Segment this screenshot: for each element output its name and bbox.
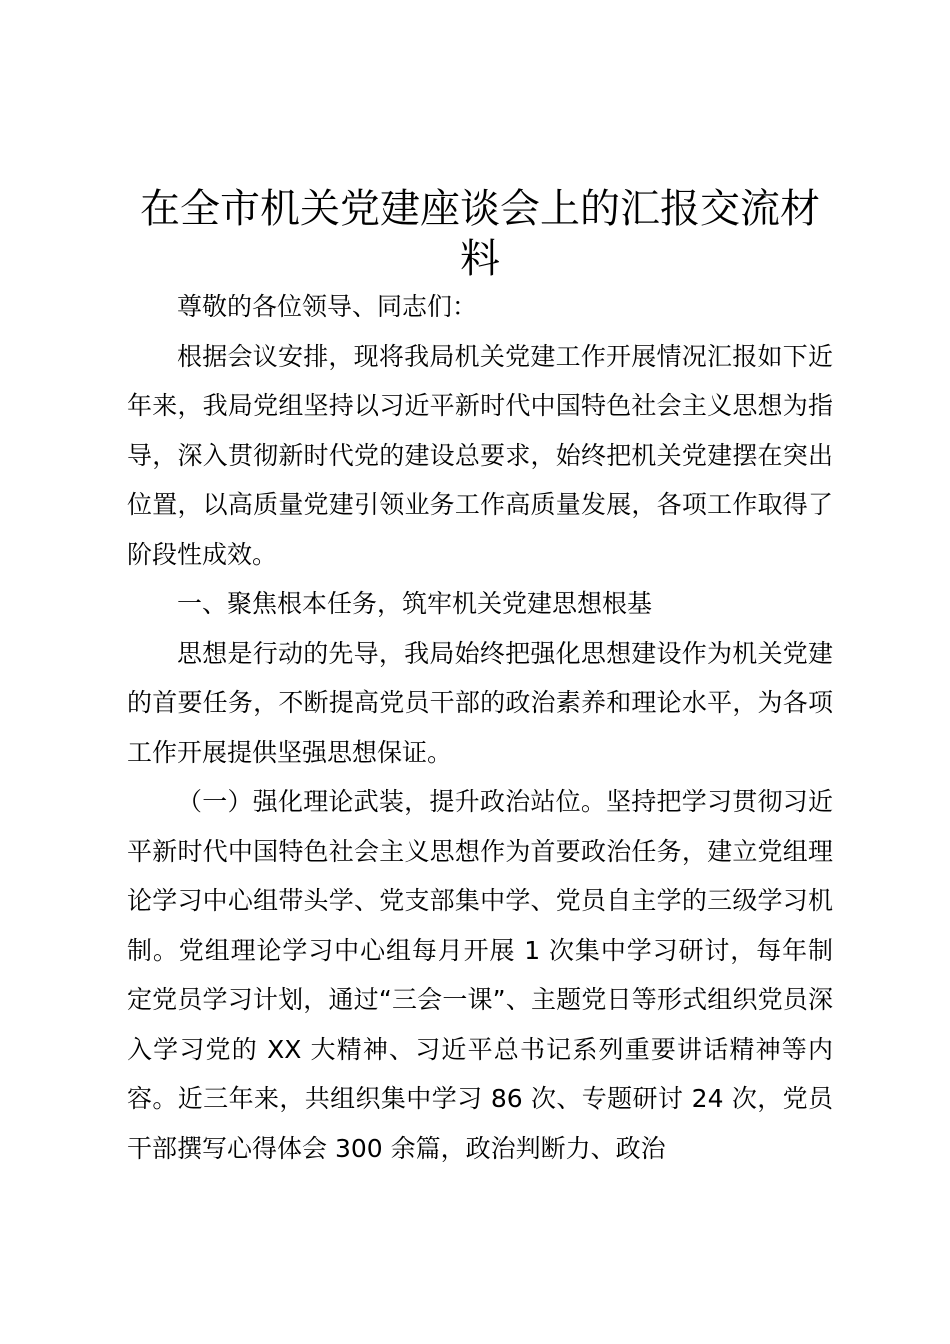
opening-paragraph: 根据会议安排，现将我局机关党建工作开展情况汇报如下近年来，我局党组坚持以习近平新时代中国特色社会主义思想为指导，深入贯彻新时代党的建设总要求，始终把机关党建摆在突出位置，以高质量党建引领业务工作高质量发展，各项工作取得了阶段性成效。 [127,341,833,569]
greeting: 尊敬的各位领导、同志们： [177,292,478,321]
section-1-item-1: （一）强化理论武装，提升政治站位。坚持把学习贯彻习近平新时代中国特色社会主义思想作为首要政治任务，建立党组理论学习中心组带头学、党支部集中学、党员自主学的三级学习机制。党组理论学习中心组每月开展 1 次集中学习研讨，每年制定党员学习计划，通过“三会一课”、主题党日等形式组织党员深入学习党的 XX 大精神、习近平总书记系列重要讲话精神等内容。近三年来，共组织集中学习 86 次、专题研讨 24 次，党员干部撰写心得体会 300 余篇，政治判断力、政治 [127,787,833,1163]
document-title: 在全市机关党建座谈会上的汇报交流材料 [140,186,820,282]
section-1-heading: 一、聚焦根本任务，筑牢机关党建思想根基 [177,589,653,618]
section-1-intro: 思想是行动的先导，我局始终把强化思想建设作为机关党建的首要任务，不断提高党员干部的政治素养和理论水平，为各项工作开展提供坚强思想保证。 [127,638,833,767]
document-body [127,282,833,1173]
